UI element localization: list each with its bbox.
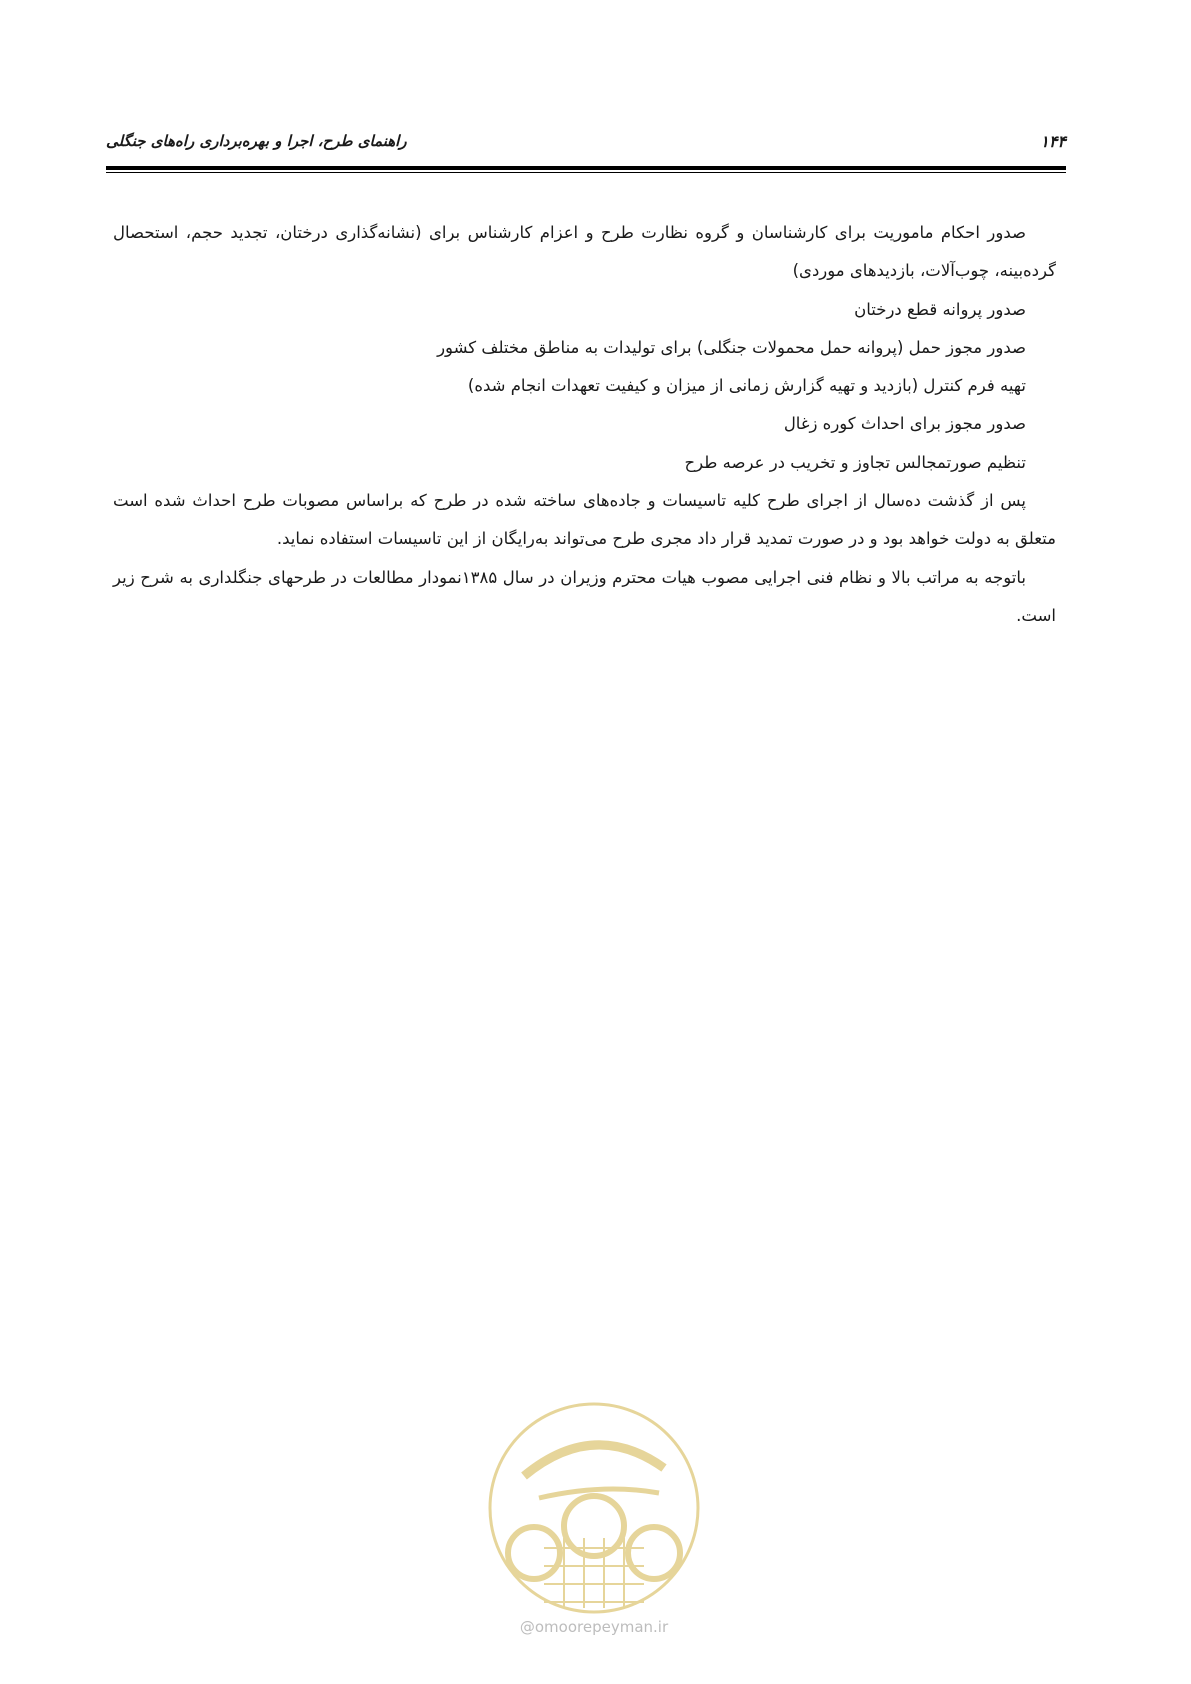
- watermark-caption: @omoorepeyman.ir: [519, 1618, 669, 1636]
- paragraph-1: صدور احکام ماموریت برای کارشناسان و گروه نظارت طرح و اعزام کارشناس برای (نشانه‌گذاری درختان، تجدید حجم، استحصال گرده‌بینه، چوب‌آلات، بازدیدهای موردی): [113, 223, 1056, 281]
- paragraph-2: صدور پروانه قطع درختان: [854, 299, 1026, 319]
- body-text: [113, 214, 1056, 635]
- header-rule-thin: [106, 172, 1066, 173]
- watermark-logo: [484, 1398, 704, 1618]
- paragraph-6: تنظیم صورتمجالس تجاوز و تخریب در عرصه طرح: [684, 452, 1026, 472]
- header-rule-thick: [106, 166, 1066, 170]
- page-number: ۱۴۴: [1040, 132, 1066, 151]
- page-header: [106, 128, 1066, 158]
- paragraph-3: صدور مجوز حمل (پروانه حمل محمولات جنگلی) برای تولیدات به مناطق مختلف کشور: [437, 337, 1026, 357]
- paragraph-8: باتوجه به مراتب بالا و نظام فنی اجرایی مصوب هیات محترم وزیران در سال ۱۳۸۵نمودار مطالعات در طرحهای جنگلداری به شرح زیر است.: [113, 567, 1056, 625]
- running-title: راهنمای طرح، اجرا و بهره‌برداری راه‌های جنگلی: [106, 132, 407, 150]
- paragraph-5: صدور مجوز برای احداث کوره زغال: [783, 414, 1026, 434]
- paragraph-4: تهیه فرم کنترل (بازدید و تهیه گزارش زمانی از میزان و کیفیت تعهدات انجام شده): [467, 376, 1026, 396]
- paragraph-7: پس از گذشت ده‌سال از اجرای طرح کلیه تاسیسات و جاده‌های ساخته شده در طرح که براساس مصوبات طرح احداث شده است متعلق به دولت خواهد بود و در صورت تمدید قرار داد مجری طرح می‌تواند به‌رایگان از این تاسیسات استفاده نماید.: [113, 491, 1056, 549]
